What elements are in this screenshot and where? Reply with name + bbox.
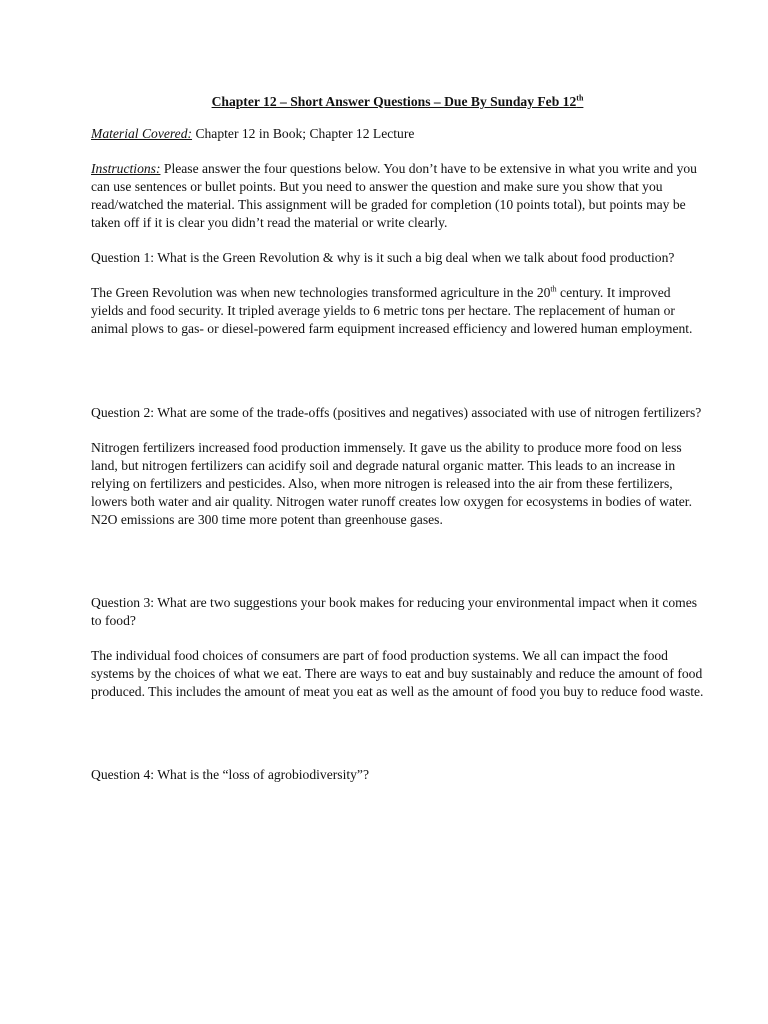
question-1: Question 1: What is the Green Revolution & why is it such a big deal when we talk about food production? [91,250,675,265]
answer-1-text-start: The Green Revolution was when new technologies transformed agriculture in the 20 [91,285,551,300]
answer-3: The individual food choices of consumers are part of food production systems. We all can impact the food systems by the choices of what we eat. There are ways to eat and buy sustainably and reduce the amount of food produced. This includes the amount of meat you eat as well as the amount of food you buy to reduce food waste. [91,648,704,699]
spacer [91,630,704,647]
question-3: Question 3: What are two suggestions your book makes for reducing your environmental impact when it comes to food? [91,595,698,628]
title-text: Chapter 12 – Short Answer Questions – Due By Sunday Feb 12 [211,94,577,109]
material-covered-text: Chapter 12 in Book; Chapter 12 Lecture [192,126,415,141]
instructions-paragraph [91,160,704,232]
document-title [91,93,704,111]
answer-1-superscript: th [550,284,557,294]
instructions-text: Please answer the four questions below. You don’t have to be extensive in what you write and you can use sentences or bullet points. But you need to answer the question and make sure you show that you read/watched the material. This assignment will be graded for completion (10 points total), but points may be taken off if it is clear you didn’t read the material or write clearly. [91,161,697,230]
title-superscript: th [576,93,584,103]
material-covered-line [91,125,704,143]
spacer [91,232,704,249]
instructions-label: Instructions: [91,161,161,176]
question-2: Question 2: What are some of the trade-offs (positives and negatives) associated with use of nitrogen fertilizers? [91,405,702,420]
answer-1-text-end: century. It improved yields and food security. It tripled average yields to 6 metric tons per hectare. The replacement of human or animal plows to gas- or diesel-powered farm equipment increased efficiency and lowered human employment. [91,285,693,336]
spacer [91,267,704,284]
spacer [91,529,704,594]
spacer [91,701,704,766]
question-4: Question 4: What is the “loss of agrobiodiversity”? [91,767,369,782]
answer-1 [91,284,704,338]
spacer [91,422,704,439]
answer-2: Nitrogen fertilizers increased food production immensely. It gave us the ability to produce more food on less land, but nitrogen fertilizers can acidify soil and degrade natural organic matter. This leads to an increase in relying on fertilizers and pesticides. Also, when more nitrogen is released into the air from these fertilizers, lowers both water and air quality. Nitrogen water runoff creates low oxygen for ecosystems in bodies of water. N2O emissions are 300 time more potent than greenhouse gases. [91,440,692,527]
material-covered-label: Material Covered: [91,126,193,141]
spacer [91,338,704,404]
spacer [91,143,704,160]
